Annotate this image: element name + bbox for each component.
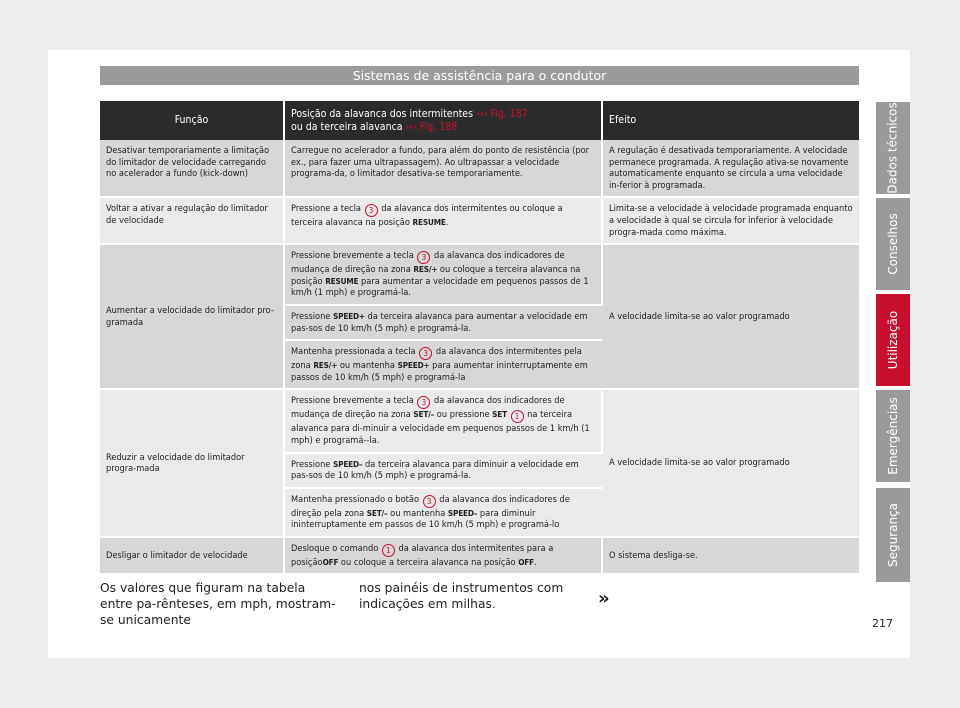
position-cell: Carregue no acelerador a fundo, para além do ponto de resistência (por ex., para fazer uma ultrapassagem). Ao ultrapassar a velocidade programa-da, o limitador desativa-se temporariamente. <box>284 140 602 197</box>
text: da alavanca dos intermitentes ou coloque a terceira alavanca na posição <box>291 203 563 229</box>
footer-note-left: Os valores que figuram na tabela entre pa-rênteses, em mph, mostram-se unicamente <box>100 581 336 627</box>
speed-plus-symbol: SPEED+ <box>333 310 365 321</box>
text: da alavanca dos indicadores de direção pela zona <box>291 493 570 519</box>
text: Pressione <box>291 310 334 322</box>
tab-dados-tecnicos[interactable] <box>876 102 910 194</box>
text: da terceira alavanca para diminuir a velocidade em pas-sos de 10 km/h (5 mph) e programá-la. <box>291 458 579 482</box>
effect-cell: A velocidade limita-se ao valor programado <box>602 244 859 389</box>
continue-arrow-icon: » <box>598 588 610 609</box>
effect-cell: A regulação é desativada temporariamente. A velocidade permanece programada. A regulação ativa-se novamente automaticamente enquanto se circula a uma velocidade in-ferior à programada. <box>602 140 859 197</box>
tab-label: Emergências <box>886 397 900 475</box>
res-plus-symbol: RES/+ <box>413 264 438 275</box>
speed-minus-symbol: SPEED– <box>447 507 478 518</box>
tab-label: Dados técnicos <box>886 102 900 194</box>
table-row <box>100 244 859 305</box>
speed-plus-symbol: SPEED+ <box>397 360 430 371</box>
number-3-badge: 3 <box>417 251 430 264</box>
function-cell: Desligar o limitador de velocidade <box>100 537 284 575</box>
off-symbol: OFF <box>518 556 534 567</box>
tab-label: Utilização <box>886 310 900 370</box>
text: Pressione brevemente a tecla <box>291 395 417 407</box>
footer-note-right: nos painéis de instrumentos com indicações em milhas. <box>359 581 564 611</box>
text: para aumentar a velocidade em pequenos passos de 1 km/h (1 mph) e programá-la. <box>291 275 589 299</box>
function-table <box>100 101 859 575</box>
text: na terceira alavanca para di-minuir a velocidade em pequenos passos de 1 km/h (1 mph) e programá--la. <box>291 409 590 446</box>
table-row <box>100 389 859 452</box>
text: para diminuir ininterruptamente em passos de 10 km/h (5 mph) e programá-lo <box>291 507 560 531</box>
text: Mantenha pressionado o botão <box>291 493 422 505</box>
function-cell: Aumentar a velocidade do limitador pro-gramada <box>100 244 284 389</box>
text: Desloque o comando <box>291 542 381 554</box>
header-position-line1: Posição da alavanca dos intermitentes <box>291 107 477 120</box>
text: da terceira alavanca para aumentar a velocidade em pas-sos de 10 km/h (5 mph) e programá-la. <box>291 310 588 334</box>
number-1-badge: 1 <box>382 544 395 557</box>
number-1-badge: 1 <box>511 410 524 423</box>
text: da alavanca dos intermitentes pela zona <box>291 346 582 372</box>
table-row <box>100 537 859 575</box>
table-row <box>100 197 859 244</box>
text: Pressione a tecla <box>291 203 364 215</box>
fig-188-link[interactable]: ››› Fig. 188 <box>405 120 458 133</box>
speed-minus-symbol: SPEED– <box>333 458 363 469</box>
text: ou mantenha <box>387 507 448 519</box>
effect-cell: Limita-se a velocidade à velocidade programada enquanto a velocidade à qual se circula for inferior à velocidade progra-mada como máxima. <box>602 197 859 244</box>
tab-conselhos[interactable] <box>876 198 910 290</box>
number-3-badge: 3 <box>423 495 436 508</box>
text: ou coloque a terceira alavanca na posição <box>291 264 581 287</box>
header-effect: Efeito <box>602 101 859 140</box>
header-function: Função <box>100 101 284 140</box>
position-cell <box>284 197 602 244</box>
position-cell <box>284 453 602 488</box>
tab-utilizacao[interactable] <box>876 294 910 386</box>
text: Mantenha pressionada a tecla <box>291 346 419 358</box>
section-header: Sistemas de assistência para o condutor <box>100 66 859 85</box>
tab-label: Conselhos <box>886 213 900 275</box>
position-cell <box>284 340 602 389</box>
text: ou pressione <box>434 409 493 421</box>
function-cell: Voltar a ativar a regulação do limitador de velocidade <box>100 197 284 244</box>
effect-cell: O sistema desliga-se. <box>602 537 859 575</box>
tab-seguranca[interactable] <box>876 488 910 582</box>
text: da alavanca dos indicadores de mudança de direção na zona <box>291 250 565 276</box>
header-position-line2: ou da terceira alavanca <box>291 120 406 133</box>
position-cell <box>284 244 602 305</box>
effect-cell: A velocidade limita-se ao valor programado <box>602 389 859 537</box>
resume-symbol: RESUME <box>412 217 446 228</box>
number-3-badge: 3 <box>365 204 378 217</box>
text: Pressione brevemente a tecla <box>291 250 417 262</box>
text: . <box>445 217 449 229</box>
number-3-badge: 3 <box>419 347 432 360</box>
tab-label: Segurança <box>886 502 901 568</box>
position-cell <box>284 389 602 452</box>
page-number: 217 <box>872 617 893 630</box>
table-header-row <box>100 101 859 140</box>
function-cell: Desativar temporariamente a limitação do limitador de velocidade carregando no acelerador a fundo (kick-down) <box>100 140 284 197</box>
text: . <box>533 556 537 568</box>
text: para aumentar ininterruptamente em passos de 10 km/h (5 mph) e programá-la <box>291 360 588 383</box>
text: da alavanca dos indicadores de mudança de direção na zona <box>291 395 565 421</box>
text: da alavanca dos intermitentes para a posição <box>291 542 554 568</box>
set-minus-symbol: SET/– <box>413 409 435 420</box>
function-cell: Reduzir a velocidade do limitador progra-mada <box>100 389 284 537</box>
position-cell <box>284 488 602 537</box>
res-plus-symbol: RES/+ <box>313 360 338 371</box>
set-symbol: SET <box>492 409 507 420</box>
position-cell <box>284 305 602 340</box>
position-cell <box>284 537 602 575</box>
off-symbol: OFF <box>322 556 339 567</box>
set-minus-symbol: SET/– <box>366 507 388 518</box>
text: ou mantenha <box>337 360 398 372</box>
fig-187-link[interactable]: ››› Fig. 187 <box>476 107 528 120</box>
tab-emergencias[interactable] <box>876 390 910 482</box>
table-row <box>100 140 859 197</box>
header-position <box>284 101 602 140</box>
text: Pressione <box>291 458 334 470</box>
text: ou coloque a terceira alavanca na posição <box>338 556 519 568</box>
number-3-badge: 3 <box>417 396 430 409</box>
resume-symbol: RESUME <box>325 275 359 286</box>
